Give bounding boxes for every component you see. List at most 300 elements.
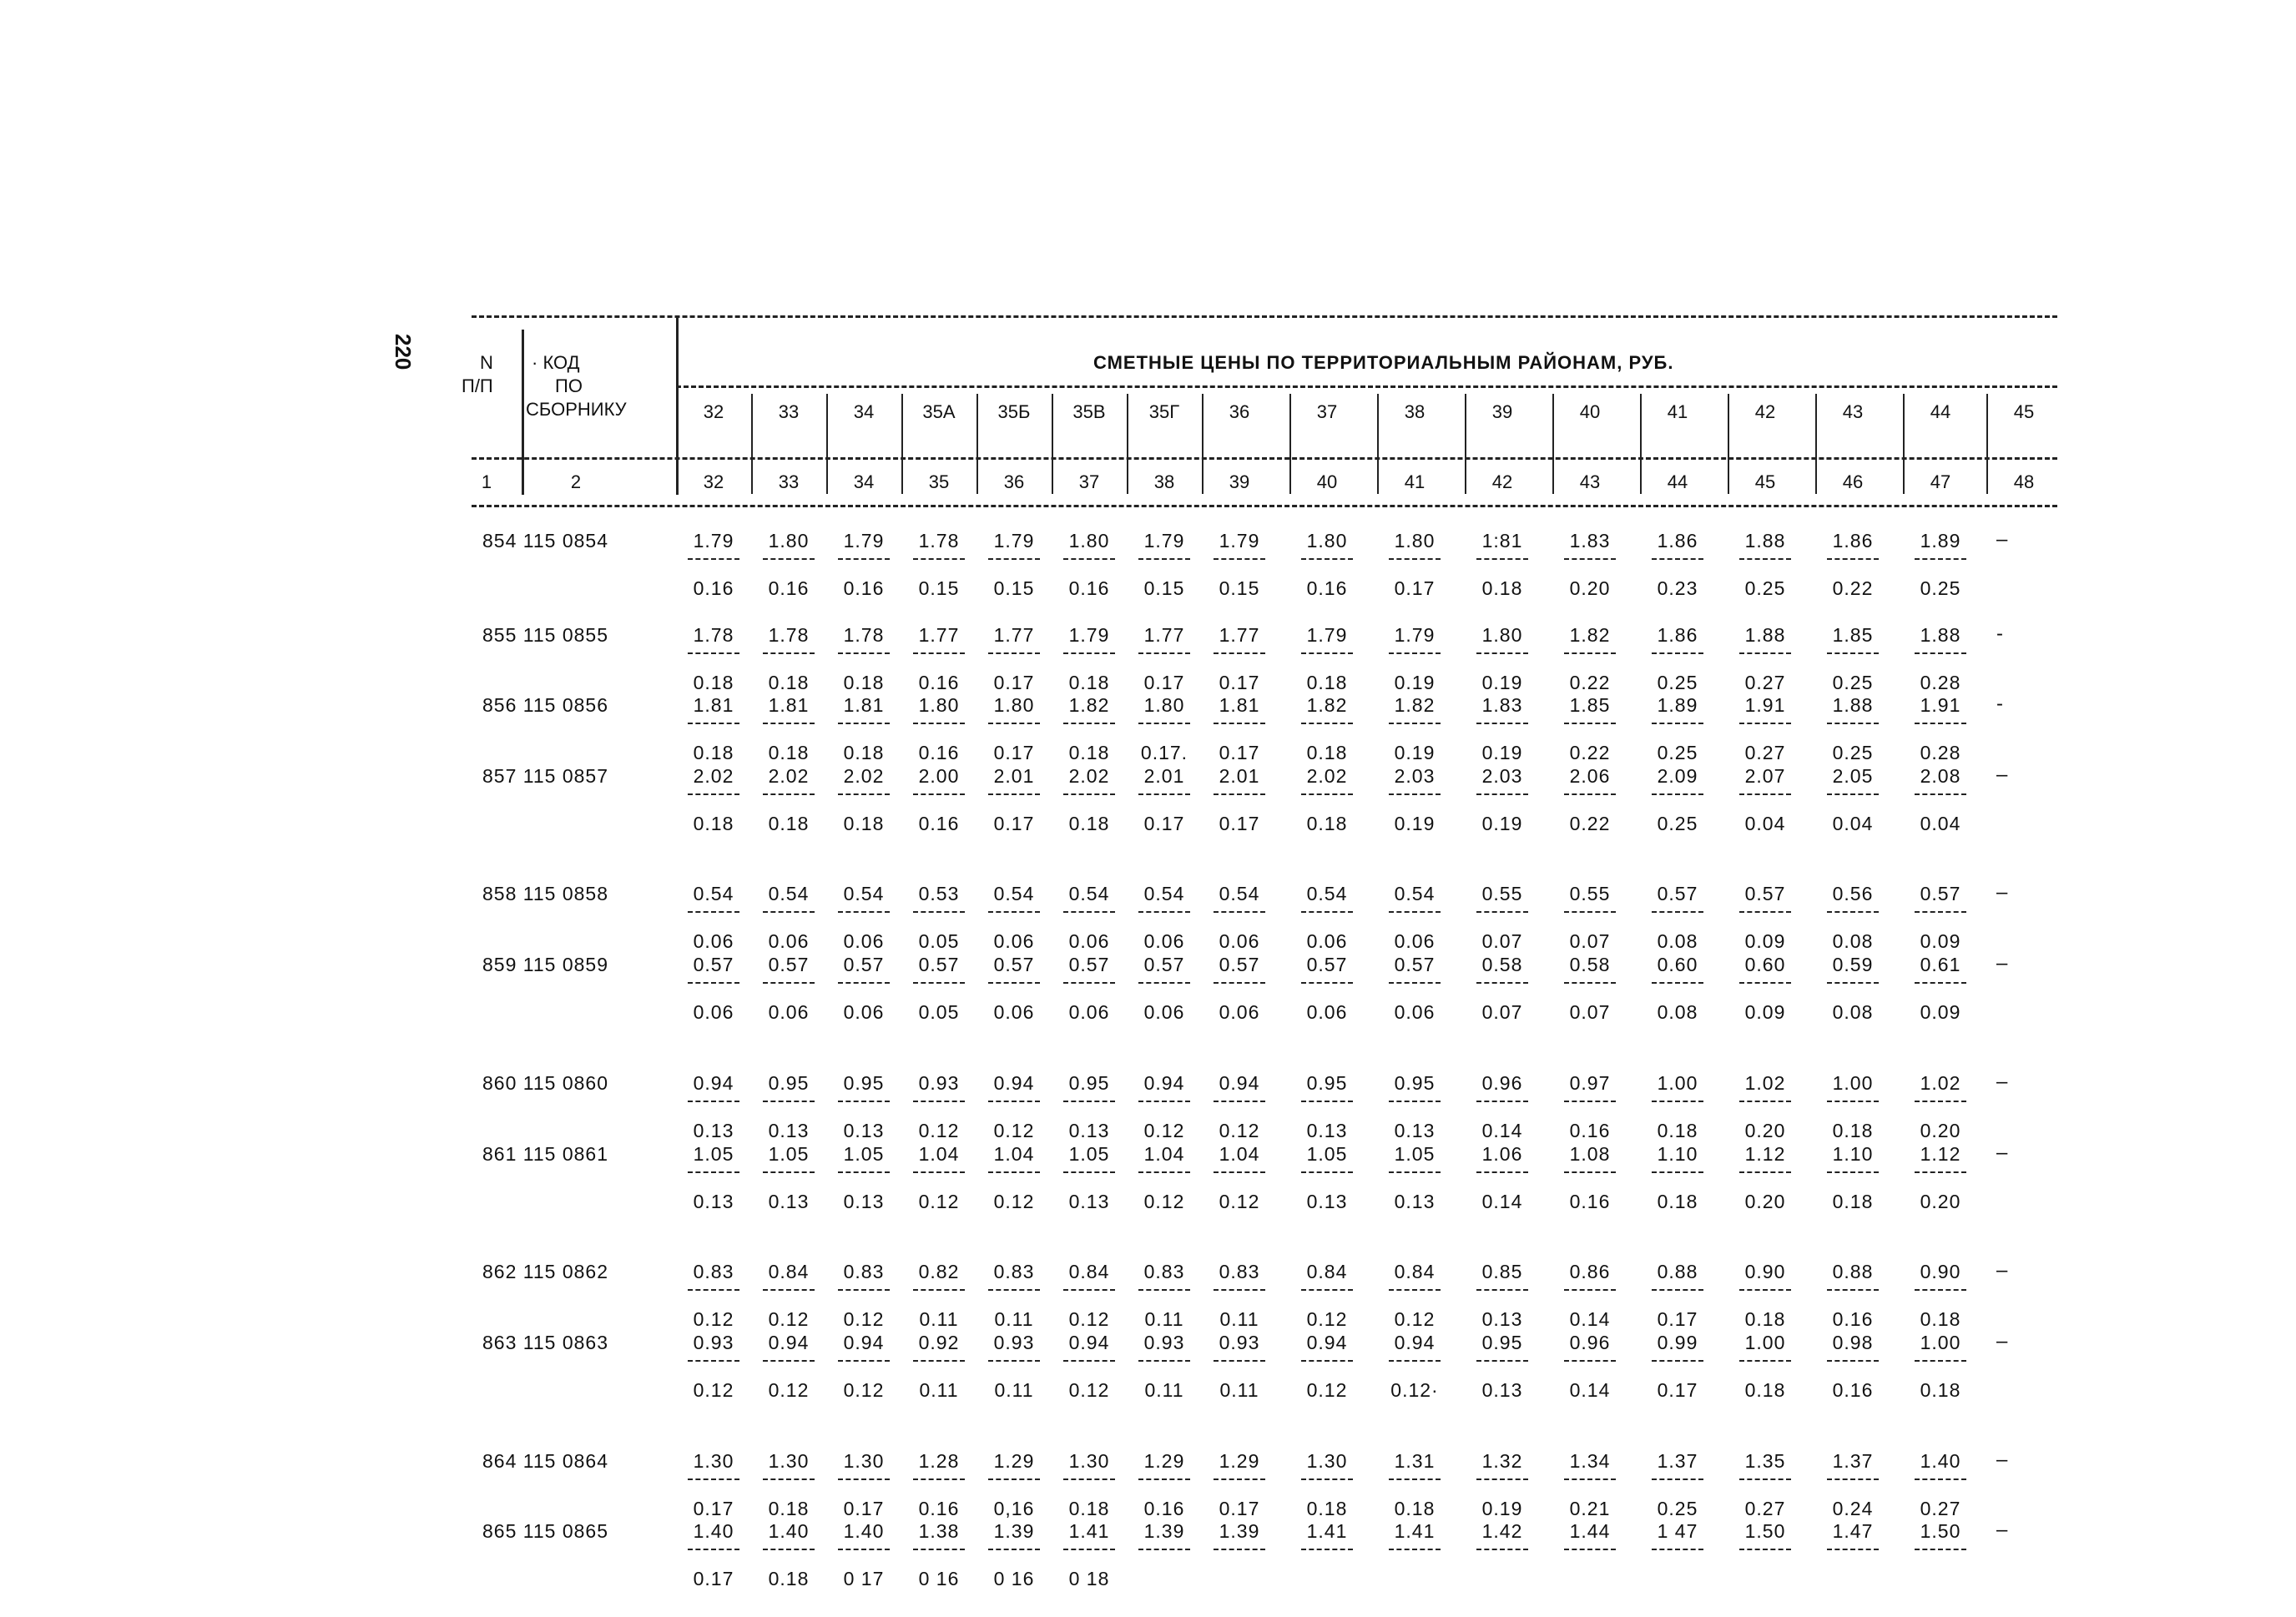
price-value: 1.12 bbox=[1920, 1143, 1961, 1165]
region-45-dash: - bbox=[1996, 622, 2003, 645]
price-value: 0.54 bbox=[1068, 883, 1110, 904]
price-value: 0.54 bbox=[1219, 883, 1260, 904]
wage-value: 0.13 bbox=[843, 1120, 885, 1141]
column-number: 32 bbox=[703, 471, 724, 492]
wage-value: 0.06 bbox=[1068, 1001, 1110, 1023]
fraction-line bbox=[1063, 1289, 1115, 1291]
column-number: 39 bbox=[1229, 471, 1250, 492]
fraction-line bbox=[1827, 982, 1879, 984]
price-value: 2.00 bbox=[918, 765, 960, 787]
price-value: 2.02 bbox=[1306, 765, 1348, 787]
fraction-line bbox=[1389, 1478, 1441, 1480]
header-code-1: · КОД bbox=[532, 352, 580, 373]
price-value: 1.10 bbox=[1657, 1143, 1698, 1165]
wage-value: 0.16 bbox=[1306, 577, 1348, 599]
price-value: 0.57 bbox=[768, 954, 810, 975]
fraction-line bbox=[1301, 558, 1353, 560]
region-header: 35Б bbox=[997, 401, 1031, 422]
fraction-line bbox=[1476, 1478, 1528, 1480]
wage-value: 0.17 bbox=[1219, 813, 1260, 834]
wage-value: 0.16 bbox=[1569, 1120, 1611, 1141]
fraction-line bbox=[1827, 1289, 1879, 1291]
fraction-line bbox=[1301, 1360, 1353, 1362]
fraction-line bbox=[1739, 793, 1791, 795]
fraction-line bbox=[1301, 723, 1353, 724]
wage-value: 0.18 bbox=[1920, 1379, 1961, 1401]
wage-value: 0.04 bbox=[1920, 813, 1961, 834]
table-top-rule bbox=[472, 315, 2057, 318]
column-number: 37 bbox=[1078, 471, 1100, 492]
price-value: 1.82 bbox=[1306, 694, 1348, 716]
price-value: 1:81 bbox=[1481, 530, 1523, 552]
price-value: 2.09 bbox=[1657, 765, 1698, 787]
region-header: 32 bbox=[703, 401, 724, 422]
price-value: 1.85 bbox=[1832, 624, 1874, 646]
fraction-line bbox=[838, 1478, 890, 1480]
wage-value: 0.16 bbox=[918, 1498, 960, 1519]
region-45-dash: – bbox=[1996, 881, 2008, 904]
wage-value: 0.17 bbox=[1219, 742, 1260, 763]
wage-value: 0.11 bbox=[1144, 1308, 1184, 1330]
price-value: 0.60 bbox=[1744, 954, 1786, 975]
wage-value: 0.16 bbox=[843, 577, 885, 599]
region-header: 36 bbox=[1229, 401, 1250, 422]
wage-value: 0.12 bbox=[843, 1308, 885, 1330]
wage-value: 0.19 bbox=[1481, 742, 1523, 763]
price-value: 1.83 bbox=[1481, 694, 1523, 716]
wage-value: 0.06 bbox=[1219, 930, 1260, 952]
price-value: 1.78 bbox=[768, 624, 810, 646]
price-value: 1.80 bbox=[1306, 530, 1348, 552]
wage-value: 0.12 bbox=[768, 1379, 810, 1401]
wage-value: 0.21 bbox=[1569, 1498, 1611, 1519]
price-value: 1.47 bbox=[1832, 1520, 1874, 1542]
column-number: 2 bbox=[570, 471, 582, 492]
wage-value: 0.17. bbox=[1140, 742, 1188, 763]
wage-value: 0 17 bbox=[843, 1568, 885, 1589]
price-value: 0.83 bbox=[693, 1261, 734, 1282]
fraction-line bbox=[1564, 1478, 1616, 1480]
price-value: 0.94 bbox=[1306, 1332, 1348, 1353]
fraction-line bbox=[1739, 1171, 1791, 1173]
row-code: 860 115 0860 bbox=[482, 1072, 608, 1094]
price-value: 0.57 bbox=[1920, 883, 1961, 904]
wage-value: 0.09 bbox=[1920, 930, 1961, 952]
wage-value: 0.11 bbox=[1219, 1308, 1259, 1330]
price-value: 1.78 bbox=[843, 624, 885, 646]
fraction-line bbox=[688, 1360, 739, 1362]
price-value: 1.29 bbox=[1219, 1450, 1260, 1472]
fraction-line bbox=[1214, 793, 1265, 795]
price-value: 2.05 bbox=[1832, 765, 1874, 787]
fraction-line bbox=[1063, 1101, 1115, 1102]
row-code: 859 115 0859 bbox=[482, 954, 608, 975]
fraction-line bbox=[1214, 1478, 1265, 1480]
fraction-line bbox=[1652, 558, 1703, 560]
fraction-line bbox=[1476, 652, 1528, 654]
fraction-line bbox=[913, 1360, 965, 1362]
price-value: 0.93 bbox=[693, 1332, 734, 1353]
region-header: 41 bbox=[1667, 401, 1688, 422]
price-value: 1.82 bbox=[1569, 624, 1611, 646]
column-number: 35 bbox=[928, 471, 950, 492]
header-region-rule bbox=[676, 385, 2057, 388]
fraction-line bbox=[763, 982, 815, 984]
price-value: 0.84 bbox=[768, 1261, 810, 1282]
fraction-line bbox=[838, 558, 890, 560]
wage-value: 0.12 bbox=[993, 1120, 1035, 1141]
region-header: 40 bbox=[1579, 401, 1601, 422]
region-45-dash: – bbox=[1996, 1519, 2008, 1541]
price-value: 1.77 bbox=[1219, 624, 1260, 646]
fraction-line bbox=[1063, 1360, 1115, 1362]
price-value: 1.00 bbox=[1920, 1332, 1961, 1353]
price-value: 1.80 bbox=[1143, 694, 1185, 716]
fraction-line bbox=[838, 1289, 890, 1291]
region-45-dash: - bbox=[1996, 693, 2003, 715]
wage-value: 0.16 bbox=[1143, 1498, 1185, 1519]
price-value: 0.95 bbox=[1306, 1072, 1348, 1094]
fraction-line bbox=[1564, 982, 1616, 984]
wage-value: 0.25 bbox=[1920, 577, 1961, 599]
price-value: 0.98 bbox=[1832, 1332, 1874, 1353]
price-value: 0.58 bbox=[1569, 954, 1611, 975]
fraction-line bbox=[1301, 1478, 1353, 1480]
region-header: 38 bbox=[1404, 401, 1426, 422]
fraction-line bbox=[988, 1549, 1040, 1550]
fraction-line bbox=[988, 1478, 1040, 1480]
fraction-line bbox=[763, 1549, 815, 1550]
price-value: 0.54 bbox=[1143, 883, 1185, 904]
price-value: 0.94 bbox=[1143, 1072, 1185, 1094]
wage-value: 0.06 bbox=[693, 1001, 734, 1023]
fraction-line bbox=[1564, 1360, 1616, 1362]
price-value: 0.96 bbox=[1569, 1332, 1611, 1353]
region-header: 35Г bbox=[1148, 401, 1180, 422]
fraction-line bbox=[988, 558, 1040, 560]
fraction-line bbox=[1652, 723, 1703, 724]
price-value: 2.01 bbox=[1143, 765, 1185, 787]
price-value: 1.04 bbox=[993, 1143, 1035, 1165]
wage-value: 0.17 bbox=[1219, 672, 1260, 693]
wage-value: 0.18 bbox=[1394, 1498, 1436, 1519]
header-code-2: ПО bbox=[555, 375, 583, 396]
fraction-line bbox=[1063, 793, 1115, 795]
fraction-line bbox=[1564, 1101, 1616, 1102]
fraction-line bbox=[1138, 1101, 1190, 1102]
fraction-line bbox=[988, 1360, 1040, 1362]
price-value: 0.94 bbox=[693, 1072, 734, 1094]
price-value: 1.80 bbox=[1481, 624, 1523, 646]
wage-value: 0.12 bbox=[1306, 1308, 1348, 1330]
wage-value: 0 16 bbox=[993, 1568, 1035, 1589]
fraction-line bbox=[1063, 1478, 1115, 1480]
fraction-line bbox=[1827, 652, 1879, 654]
fraction-line bbox=[1138, 793, 1190, 795]
region-45-dash: – bbox=[1996, 1330, 2008, 1353]
price-value: 0.57 bbox=[1306, 954, 1348, 975]
wage-value: 0.16 bbox=[918, 672, 960, 693]
fraction-line bbox=[1214, 558, 1265, 560]
wage-value: 0.13 bbox=[693, 1120, 734, 1141]
price-value: 0.94 bbox=[768, 1332, 810, 1353]
price-value: 0.55 bbox=[1569, 883, 1611, 904]
fraction-line bbox=[1915, 1171, 1966, 1173]
price-value: 1.77 bbox=[993, 624, 1035, 646]
wage-value: 0.12 bbox=[1394, 1308, 1436, 1330]
price-value: 1.86 bbox=[1657, 530, 1698, 552]
row-code: 865 115 0865 bbox=[482, 1520, 608, 1542]
wage-value: 0.06 bbox=[1068, 930, 1110, 952]
wage-value: 0.18 bbox=[1068, 813, 1110, 834]
fraction-line bbox=[988, 1171, 1040, 1173]
price-value: 0.57 bbox=[1143, 954, 1185, 975]
fraction-line bbox=[1476, 1549, 1528, 1550]
wage-value: 0.07 bbox=[1481, 1001, 1523, 1023]
price-value: 1.37 bbox=[1832, 1450, 1874, 1472]
fraction-line bbox=[1063, 982, 1115, 984]
fraction-line bbox=[1138, 558, 1190, 560]
wage-value: 0.17 bbox=[993, 813, 1035, 834]
price-value: 2.08 bbox=[1920, 765, 1961, 787]
column-number: 41 bbox=[1404, 471, 1426, 492]
wage-value: 0.20 bbox=[1744, 1120, 1786, 1141]
wage-value: 0.12 bbox=[1219, 1191, 1260, 1212]
wage-value: 0.16 bbox=[1569, 1191, 1611, 1212]
price-value: 2.02 bbox=[843, 765, 885, 787]
wage-value: 0.06 bbox=[768, 1001, 810, 1023]
price-value: 0.94 bbox=[843, 1332, 885, 1353]
wage-value: 0.16 bbox=[918, 742, 960, 763]
wage-value: 0.11 bbox=[1219, 1379, 1259, 1401]
fraction-line bbox=[1915, 793, 1966, 795]
price-value: 0.93 bbox=[1219, 1332, 1260, 1353]
wage-value: 0.13 bbox=[768, 1120, 810, 1141]
price-value: 1.40 bbox=[693, 1520, 734, 1542]
wage-value: 0.16 bbox=[768, 577, 810, 599]
price-value: 0.93 bbox=[1143, 1332, 1185, 1353]
wage-value: 0.04 bbox=[1832, 813, 1874, 834]
wage-value: 0.13 bbox=[1306, 1120, 1348, 1141]
page-number: 220 bbox=[391, 334, 416, 370]
price-value: 1.78 bbox=[693, 624, 734, 646]
fraction-line bbox=[838, 982, 890, 984]
column-number: 33 bbox=[778, 471, 800, 492]
wage-value: 0.22 bbox=[1569, 672, 1611, 693]
price-value: 1.10 bbox=[1832, 1143, 1874, 1165]
wage-value: 0.13 bbox=[1394, 1191, 1436, 1212]
price-value: 0.60 bbox=[1657, 954, 1698, 975]
fraction-line bbox=[1652, 793, 1703, 795]
price-value: 1.30 bbox=[693, 1450, 734, 1472]
price-value: 1.32 bbox=[1481, 1450, 1523, 1472]
wage-value: 0.25 bbox=[1657, 813, 1698, 834]
price-value: 0.93 bbox=[993, 1332, 1035, 1353]
fraction-line bbox=[688, 558, 739, 560]
region-45-dash: – bbox=[1996, 528, 2008, 551]
fraction-line bbox=[1915, 652, 1966, 654]
wage-value: 0.06 bbox=[1219, 1001, 1260, 1023]
fraction-line bbox=[1739, 652, 1791, 654]
column-number: 48 bbox=[2013, 471, 2035, 492]
fraction-line bbox=[1063, 558, 1115, 560]
price-value: 1.88 bbox=[1832, 694, 1874, 716]
wage-value: 0.13 bbox=[1068, 1120, 1110, 1141]
price-value: 1.34 bbox=[1569, 1450, 1611, 1472]
fraction-line bbox=[1564, 1171, 1616, 1173]
fraction-line bbox=[1739, 558, 1791, 560]
fraction-line bbox=[1476, 982, 1528, 984]
fraction-line bbox=[838, 652, 890, 654]
region-header: 34 bbox=[853, 401, 875, 422]
wage-value: 0.13 bbox=[1306, 1191, 1348, 1212]
price-value: 0.57 bbox=[993, 954, 1035, 975]
price-value: 0.97 bbox=[1569, 1072, 1611, 1094]
wage-value: 0.18 bbox=[768, 672, 810, 693]
price-value: 0.88 bbox=[1832, 1261, 1874, 1282]
wage-value: 0.17 bbox=[693, 1568, 734, 1589]
price-value: 1.02 bbox=[1920, 1072, 1961, 1094]
fraction-line bbox=[838, 1101, 890, 1102]
price-value: 1.80 bbox=[1068, 530, 1110, 552]
price-value: 0.57 bbox=[1657, 883, 1698, 904]
fraction-line bbox=[1138, 982, 1190, 984]
wage-value: 0.16 bbox=[1832, 1379, 1874, 1401]
fraction-line bbox=[688, 723, 739, 724]
wage-value: 0.18 bbox=[693, 672, 734, 693]
fraction-line bbox=[1915, 982, 1966, 984]
fraction-line bbox=[913, 558, 965, 560]
price-value: 0.54 bbox=[1394, 883, 1436, 904]
price-value: 0.90 bbox=[1744, 1261, 1786, 1282]
fraction-line bbox=[688, 1171, 739, 1173]
price-value: 1.80 bbox=[768, 530, 810, 552]
fraction-line bbox=[1301, 1549, 1353, 1550]
fraction-line bbox=[1301, 911, 1353, 913]
fraction-line bbox=[763, 723, 815, 724]
wage-value: 0.13 bbox=[1068, 1191, 1110, 1212]
fraction-line bbox=[1214, 911, 1265, 913]
wage-value: 0.18 bbox=[1481, 577, 1523, 599]
price-value: 1.06 bbox=[1481, 1143, 1523, 1165]
region-header: 37 bbox=[1316, 401, 1338, 422]
header-code-3: СБОРНИКУ bbox=[526, 399, 627, 420]
fraction-line bbox=[1138, 1360, 1190, 1362]
wage-value: 0.18 bbox=[1068, 672, 1110, 693]
wage-value: 0.12 bbox=[1068, 1308, 1110, 1330]
wage-value: 0.27 bbox=[1920, 1498, 1961, 1519]
header-bottom-rule bbox=[472, 505, 2057, 507]
fraction-line bbox=[763, 793, 815, 795]
fraction-line bbox=[1476, 1171, 1528, 1173]
fraction-line bbox=[988, 911, 1040, 913]
fraction-line bbox=[1827, 1171, 1879, 1173]
fraction-line bbox=[988, 793, 1040, 795]
fraction-line bbox=[1138, 1478, 1190, 1480]
header-mid-rule bbox=[472, 457, 2057, 460]
column-number: 38 bbox=[1153, 471, 1175, 492]
wage-value: 0.16 bbox=[693, 577, 734, 599]
price-value: 1.40 bbox=[843, 1520, 885, 1542]
price-value: 1.29 bbox=[993, 1450, 1035, 1472]
price-value: 1.35 bbox=[1744, 1450, 1786, 1472]
fraction-line bbox=[1476, 723, 1528, 724]
fraction-line bbox=[1739, 982, 1791, 984]
price-value: 0.95 bbox=[1481, 1332, 1523, 1353]
fraction-line bbox=[1564, 911, 1616, 913]
fraction-line bbox=[1827, 1101, 1879, 1102]
fraction-line bbox=[913, 911, 965, 913]
wage-value: 0.11 bbox=[919, 1308, 959, 1330]
fraction-line bbox=[1389, 723, 1441, 724]
price-value: 0.99 bbox=[1657, 1332, 1698, 1353]
wage-value: 0.13 bbox=[843, 1191, 885, 1212]
fraction-line bbox=[1389, 652, 1441, 654]
wage-value: 0.16 bbox=[1832, 1308, 1874, 1330]
wage-value: 0.12 bbox=[1306, 1379, 1348, 1401]
wage-value: 0.12 bbox=[993, 1191, 1035, 1212]
wage-value: 0.14 bbox=[1481, 1120, 1523, 1141]
price-value: 2.02 bbox=[768, 765, 810, 787]
fraction-line bbox=[688, 1289, 739, 1291]
wage-value: 0.15 bbox=[1143, 577, 1185, 599]
price-value: 0.95 bbox=[1068, 1072, 1110, 1094]
fraction-line bbox=[1389, 558, 1441, 560]
price-value: 0.90 bbox=[1920, 1261, 1961, 1282]
price-value: 0.61 bbox=[1920, 954, 1961, 975]
wage-value: 0.17 bbox=[1657, 1379, 1698, 1401]
price-value: 1.79 bbox=[1068, 624, 1110, 646]
fraction-line bbox=[1214, 723, 1265, 724]
price-value: 1.41 bbox=[1306, 1520, 1348, 1542]
price-value: 0.82 bbox=[918, 1261, 960, 1282]
wage-value: 0.17 bbox=[1143, 672, 1185, 693]
wage-value: 0.15 bbox=[1219, 577, 1260, 599]
wage-value: 0.12 bbox=[843, 1379, 885, 1401]
fraction-line bbox=[1915, 1360, 1966, 1362]
fraction-line bbox=[1063, 1171, 1115, 1173]
price-value: 1.30 bbox=[768, 1450, 810, 1472]
fraction-line bbox=[1389, 1289, 1441, 1291]
price-value: 1.05 bbox=[768, 1143, 810, 1165]
price-value: 2.03 bbox=[1394, 765, 1436, 787]
price-value: 0.57 bbox=[1744, 883, 1786, 904]
column-number: 1 bbox=[481, 471, 492, 492]
fraction-line bbox=[1652, 982, 1703, 984]
wage-value: 0.08 bbox=[1657, 1001, 1698, 1023]
wage-value: 0.18 bbox=[1306, 1498, 1348, 1519]
wage-value: 0.11 bbox=[994, 1308, 1034, 1330]
wage-value: 0.17 bbox=[993, 742, 1035, 763]
wage-value: 0 18 bbox=[1068, 1568, 1110, 1589]
fraction-line bbox=[913, 1478, 965, 1480]
price-value: 2.03 bbox=[1481, 765, 1523, 787]
fraction-line bbox=[1476, 793, 1528, 795]
fraction-line bbox=[1827, 723, 1879, 724]
fraction-line bbox=[1301, 1101, 1353, 1102]
price-value: 0.56 bbox=[1832, 883, 1874, 904]
price-value: 1.00 bbox=[1657, 1072, 1698, 1094]
fraction-line bbox=[688, 652, 739, 654]
fraction-line bbox=[1739, 1101, 1791, 1102]
wage-value: 0.05 bbox=[918, 1001, 960, 1023]
fraction-line bbox=[1138, 723, 1190, 724]
fraction-line bbox=[913, 1171, 965, 1173]
price-value: 1.89 bbox=[1657, 694, 1698, 716]
wage-value: 0.06 bbox=[1306, 930, 1348, 952]
price-value: 0.92 bbox=[918, 1332, 960, 1353]
wage-value: 0.12 bbox=[918, 1191, 960, 1212]
